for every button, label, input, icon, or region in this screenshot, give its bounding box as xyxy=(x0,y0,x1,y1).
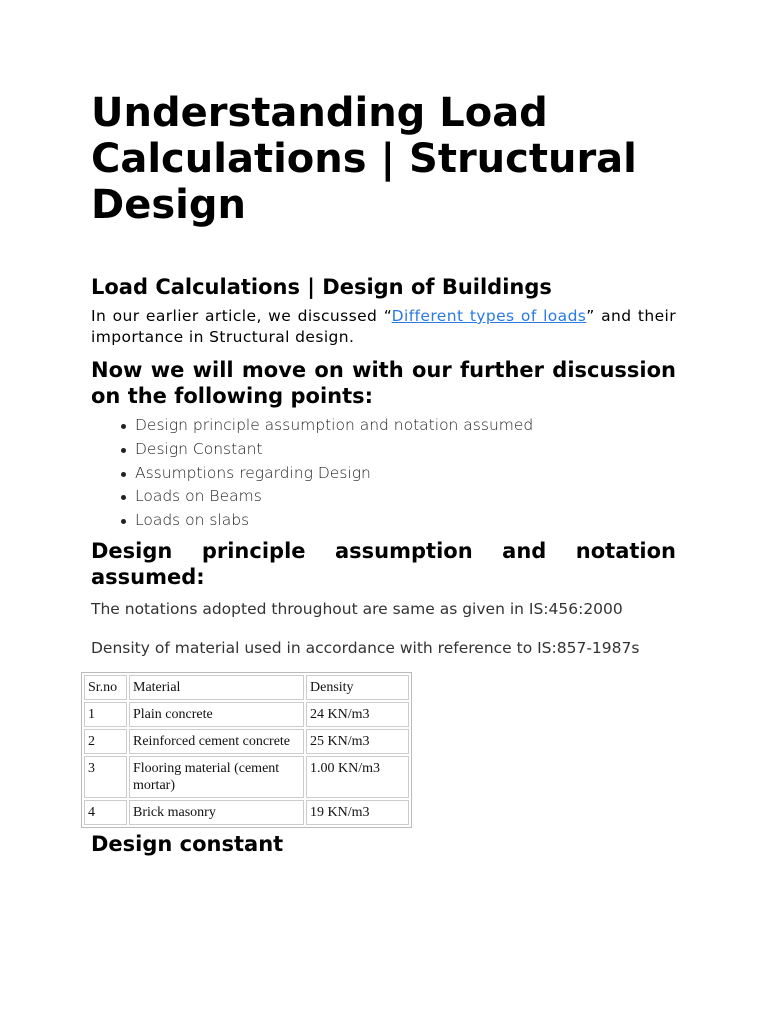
table-cell: 3 xyxy=(84,756,127,798)
table-cell: Brick masonry xyxy=(129,800,304,825)
points-heading: Now we will move on with our further discussion on the following points: xyxy=(91,358,676,408)
list-item: Assumptions regarding Design xyxy=(135,462,533,486)
table-cell: 1 xyxy=(84,702,127,727)
table-header-row xyxy=(84,675,409,700)
list-item: Design principle assumption and notation assumed xyxy=(135,414,533,438)
table-cell: Reinforced cement concrete xyxy=(129,729,304,754)
table-header-cell: Sr.no xyxy=(84,675,127,700)
table-cell: Flooring material (cement mortar) xyxy=(129,756,304,798)
design-constant-heading: Design constant xyxy=(91,832,284,856)
different-types-of-loads-link[interactable]: Different types of loads xyxy=(391,307,587,325)
notation-paragraph: The notations adopted throughout are same as given in IS:456:2000 xyxy=(91,600,623,618)
principle-heading: Design principle assumption and notation assumed: xyxy=(91,539,676,589)
table-row xyxy=(84,702,409,727)
intro-text-after: ” and their importance in Structural design. xyxy=(91,307,677,346)
table-cell: 25 KN/m3 xyxy=(306,729,409,754)
table-header-cell: Material xyxy=(129,675,304,700)
density-table xyxy=(81,672,412,828)
table-cell: 24 KN/m3 xyxy=(306,702,409,727)
page-title: Understanding Load Calculations | Structural Design xyxy=(91,90,637,228)
table-row xyxy=(84,729,409,754)
density-paragraph: Density of material used in accordance with reference to IS:857-1987s xyxy=(91,639,640,657)
table-row xyxy=(84,800,409,825)
intro-text-before: In our earlier article, we discussed “ xyxy=(91,307,392,325)
list-item: Loads on Beams xyxy=(135,485,533,509)
intro-paragraph xyxy=(91,306,676,348)
table-header-cell: Density xyxy=(306,675,409,700)
table-cell: 2 xyxy=(84,729,127,754)
points-list xyxy=(91,414,533,533)
list-item: Design Constant xyxy=(135,438,533,462)
list-item: Loads on slabs xyxy=(135,509,533,533)
table-cell: Plain concrete xyxy=(129,702,304,727)
table-row xyxy=(84,756,409,798)
table-cell: 4 xyxy=(84,800,127,825)
table-cell: 19 KN/m3 xyxy=(306,800,409,825)
section-heading: Load Calculations | Design of Buildings xyxy=(91,275,552,299)
table-cell: 1.00 KN/m3 xyxy=(306,756,409,798)
